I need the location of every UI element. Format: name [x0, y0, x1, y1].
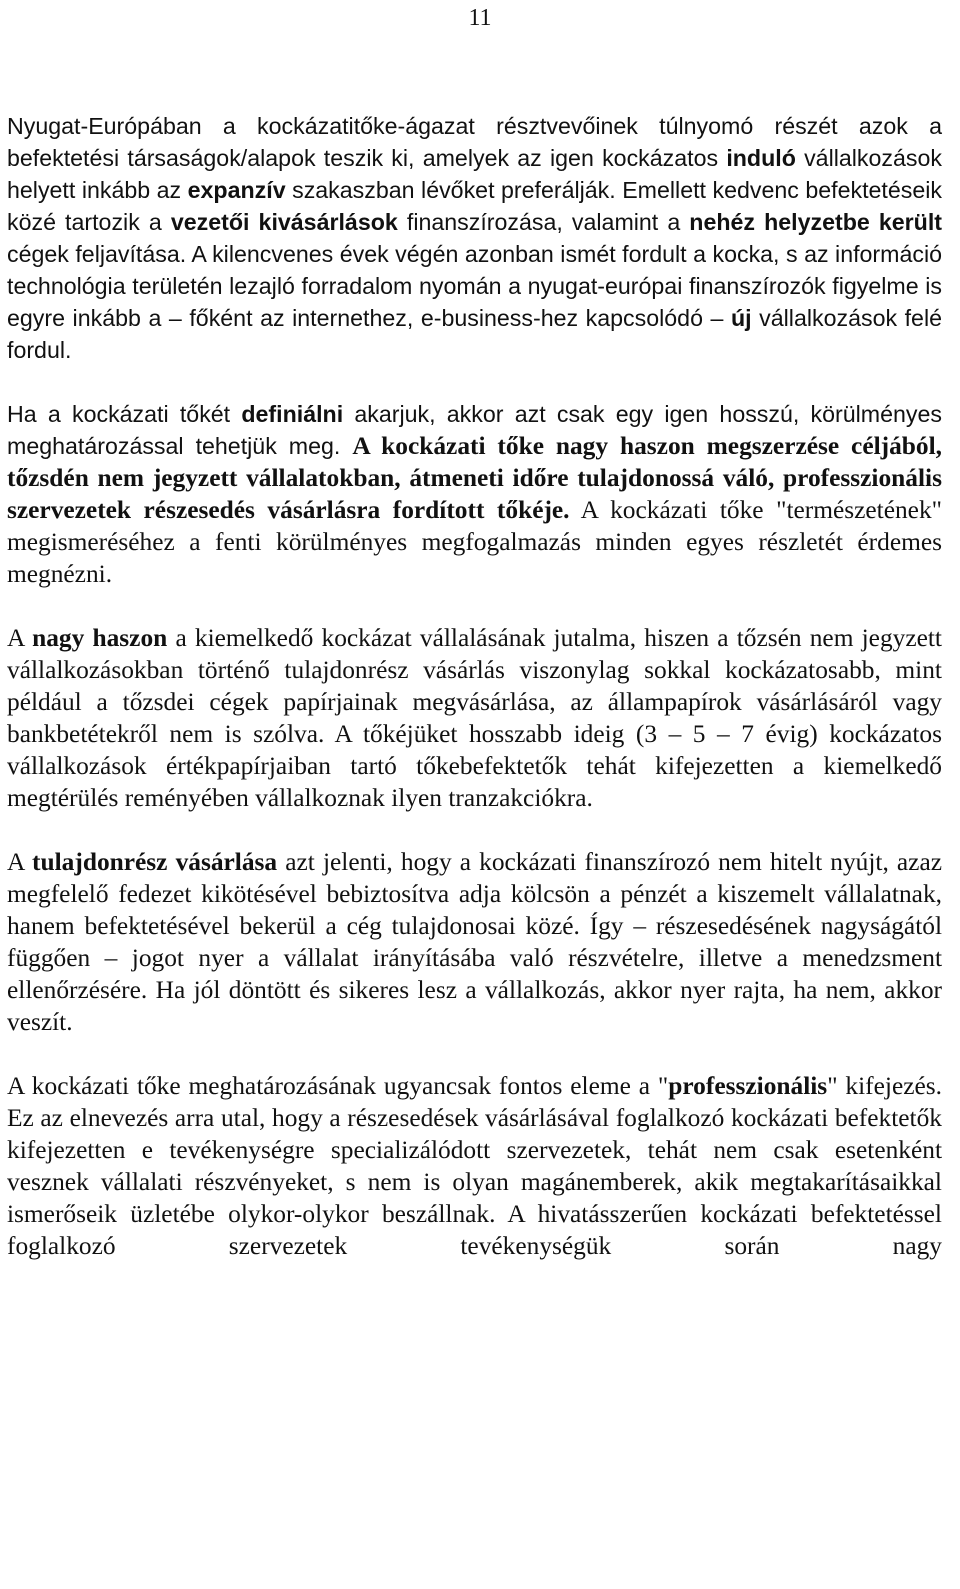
bold-term-definialni: definiálni [241, 401, 344, 427]
text-segment: vállalkozások felé fordul. [7, 305, 942, 363]
text-segment: Nyugat-Európában a kockázatitőke-ágazat résztvevőinek túlnyomó részét azok a befektetési társaságok/alapok teszik ki, amelyek az igen kockázatos [7, 113, 942, 171]
paragraph-professzionalis [7, 1070, 942, 1262]
text-segment: Ha a kockázati tőkét [7, 401, 242, 427]
bold-definition-sentence: A kockázati tőke nagy haszon megszerzése céljából, tőzsdén nem jegyzett vállalatokban, átmeneti időre tulajdonossá váló, professzionális szervezetek részesedés vásárlásra fordított tőkéje. [7, 432, 943, 524]
bold-term-expanziv: expanzív [187, 177, 286, 203]
text-segment: akarjuk, akkor azt csak egy igen hosszú, körülményes meghatározással tehetjük meg. [7, 401, 943, 459]
bold-term-vezetoi-kivasarlasok: vezetői kivásárlások [170, 209, 398, 235]
bold-term-professzionalis: professzionális [668, 1072, 828, 1100]
paragraph-definition [7, 398, 942, 590]
bold-term-uj: új [730, 305, 752, 331]
bold-term-tulajdonresz-vasarlasa: tulajdonrész vásárlása [32, 848, 278, 876]
text-segment: azt jelenti, hogy a kockázati finanszírozó nem hitelt nyújt, azaz megfelelő fedezet kikötésével bebiztosítva adja kölcsön a pénzét a kiszemelt vállalatnak, hanem befektetésével bekerül a cég tulajdonosai közé. Így – részesedésének nagyságától függően – jogot nyer a vállalat irányításába való részvételre, illetve a menedzsment ellenőrzésére. Ha jól döntött és sikeres lesz a vállalkozás, akkor nyer rajta, ha nem, akkor veszít. [7, 848, 942, 1036]
text-segment: szakaszban lévőket preferálják. Emellett kedvenc befektetéseik közé tartozik a [7, 177, 942, 235]
text-segment: " kifejezés. Ez az elnevezés arra utal, hogy a részesedések vásárlásával foglalkozó kockázati befektetők kifejezetten e tevékenységre specializálódott szervezetek, tehát nem csak esetenként vesznek vállalati részvényeket, s nem is olyan magánemberek, akik megtakarításaikkal ismerőseik üzletébe olykor-olykor beszállnak. A hivatásszerűen kockázati befektetéssel foglalkozó szervezetek tevékenységük során nagy [7, 1072, 942, 1260]
text-segment: A [7, 848, 33, 876]
text-segment: A kockázati tőke meghatározásának ugyancsak fontos eleme a " [7, 1072, 669, 1100]
document-body [7, 110, 942, 1262]
paragraph-venture-capital-europe [7, 110, 942, 366]
text-segment: A [7, 624, 33, 652]
paragraph-tulajdonresz [7, 846, 942, 1038]
text-segment: vállalkozások helyett inkább az [7, 145, 942, 203]
text-segment: finanszírozása, valamint a [397, 209, 690, 235]
paragraph-nagy-haszon [7, 622, 942, 814]
text-segment: a kiemelkedő kockázat vállalásának jutalma, hiszen a tőzsén nem jegyzett vállalkozásokban történő tulajdonrész vásárlás viszonylag sokkal kockázatosabb, mint például a tőzsdei cégek papírjainak megvásárlása, az állampapírok vásárlásáról vagy bankbetétekről nem is szólva. A tőkéjüket hosszabb ideig (3 – 5 – 7 évig) kockázatos vállalkozások értékpapírjaiban tartó tőkebefektetők tehát kifejezetten a kiemelkedő megtérülés reményében vállalkoznak ilyen tranzakciókra. [7, 624, 942, 812]
bold-term-indulo: induló [726, 145, 796, 171]
page-number: 11 [468, 5, 492, 31]
text-segment: A kockázati tőke "természetének" megismeréséhez a fenti körülményes megfogalmazás minden egyes részletét érdemes megnézni. [7, 496, 943, 588]
text-segment: cégek feljavítása. A kilencvenes évek végén azonban ismét fordult a kocka, s az információ technológia területén lezajló forradalom nyomán a nyugat-európai finanszírozók figyelme is egyre inkább a – főként az internethez, e-business-hez kapcsolódó – [7, 241, 942, 331]
bold-term-nagy-haszon: nagy haszon [32, 624, 168, 652]
bold-term-nehez-helyzet: nehéz helyzetbe került [689, 209, 942, 235]
